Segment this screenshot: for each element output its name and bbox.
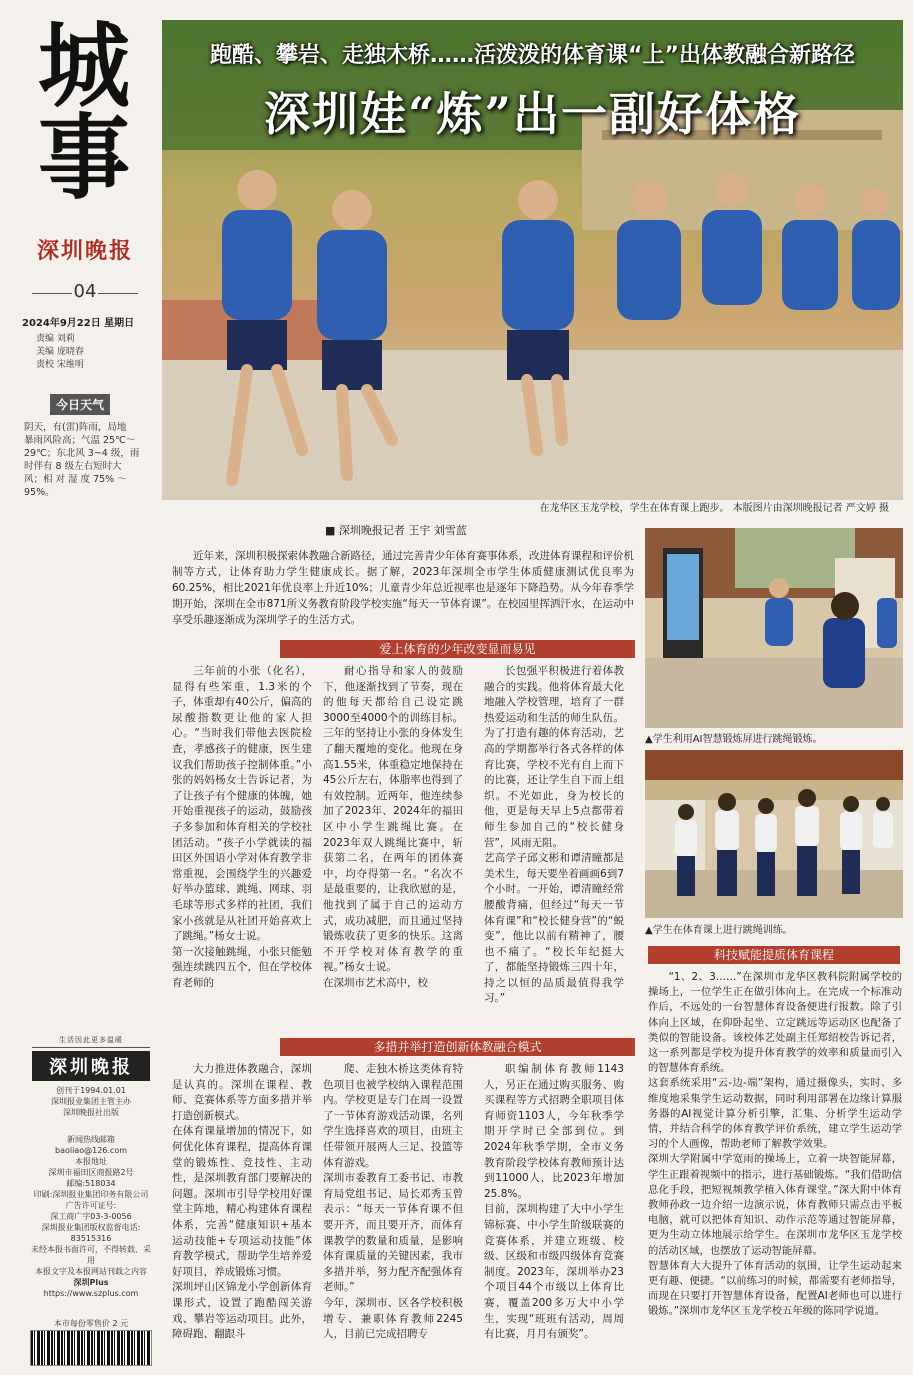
article-column-7 (648, 970, 902, 1320)
imprint (30, 1130, 152, 1299)
imprint-line: 未经本报书面许可，不得转载、采用 (31, 1245, 151, 1265)
byline: ■ 深圳晚报记者 王宇 刘雪蓝 (325, 524, 467, 537)
photo-1-caption: ▲学生利用AI智慧锻炼屏进行跳绳锻炼。 (645, 734, 823, 745)
weather-text (10, 421, 160, 499)
article-column-5 (323, 1062, 463, 1343)
masthead-brand: 深圳晚报 (32, 1051, 150, 1081)
column-text: 职编制体育教师1143人，另正在通过购买服务、购买课程等方式招聘全职项目体育师资1103人，今年秋季学期开学时已全部到位。到2024年秋季学期，全市义务教育阶段学校体育教师预计达到11000人，比2023年增加25.8%。 目前，深圳构建了大中小学生锦标赛、中小学生阶级联赛的竞赛体系，并建立班级、校级、区级和市级四级体育竞赛制度。2023年，深圳举办23个项目44个市级以上体育比赛，覆盖200多万大中小学生，实现“班班有活动，周周有比赛，月月有颁奖”。 (484, 1063, 624, 1341)
issue-date: 2024年9月22日 星期日 (22, 318, 135, 329)
imprint-line: 83515316 (70, 1234, 112, 1243)
weather-line: 阴天，有(雷)阵雨，局地 (24, 422, 127, 433)
page-number: 04 (10, 281, 160, 302)
weather-line: 时伴有 8 级左右短时大 (24, 461, 122, 472)
imprint-line: 深圳市福田区商报路2号 (48, 1168, 134, 1177)
imprint-line: 印刷:深圳报业集团印务有限公司 (33, 1190, 149, 1199)
imprint-line: 深工商广字03-3-0056 (50, 1212, 132, 1221)
article-column-2 (323, 664, 463, 991)
imprint-url[interactable]: https://www.szplus.com (43, 1289, 139, 1298)
photo-jump-training (645, 750, 903, 918)
hero-photo (162, 20, 903, 518)
lead-paragraph: 近年来，深圳积极探索体教融合新路径，通过完善青少年体育赛事体系，改进体育课程和评价机制等方式，让体育助力学生健康成长。据了解，2023年深圳全市学生体质健康测试优良率为60.25%，相比2021年优良率上升近10%；儿童青少年总近视率也是逐年下降趋势。从今年春季学期开始，深圳在全市871所义务教育阶段学校实施“每天一节体育课”。在校园里挥洒汗水，在运动中享受乐趣逐渐成为深圳学子的生活方式。 (172, 550, 634, 626)
article-column-4 (172, 1062, 312, 1343)
column-text: “1、2、3……”在深圳市龙华区教科院附属学校的操场上，一位学生正在做引体向上。在完成一个标准动作后，不远处的一台智慧体育设备便进行报数。除了引体向上区域，在仰卧起坐、立定跳远等运动区也配备了类似的智能设备。该校体艺处副主任郑绍校告诉记者，这一系列都是学校为提升体育教学的效率和质量而引入的智慧体育系统。 这套系统采用“云-边-端”架构，通过摄像头，实时、多维度地采集学生运动数据，同时利用部署在边缘计算服务器的AI视觉计算分析引擎，汇集、分析学生运动学情，并结合科学的体育教学评价系统，建立学生运动学习的个人画像，帮助老师了解教学效果。 深圳大学附属中学宽雨的操场上，立着一块智能屏幕，学生正跟着视频中的指示，进行基础锻炼。“我们借助信息化手段，把短视频教学植入体育课堂。”深大附中体育教师孙政一边介绍一边演示说，体育教师只需点击平板电脑，就可以把体育知识、动作示范等通过智能屏幕，更为生动立体地展示给学生。在深圳市龙华区玉龙学校的活动区域，也摆放了运动智能屏幕。 智慧体育大大提升了体育活动的氛围，让学生运动起来更有趣、便捷。“以前练习的时候，都需要有老师指导，而现在只要打开智慧体育设备，配置AI老师也可以进行锻炼。”深圳市龙华区玉龙学校五年级的陈同学说道。 (648, 971, 902, 1318)
staff-proofreader: 责校 宋维明 (36, 360, 84, 370)
article-column-6 (484, 1062, 624, 1343)
hero-caption: 在龙华区玉龙学校，学生在体育课上跑步。 本版图片由深圳晚报记者 严文婷 摄 (162, 500, 903, 518)
masthead-info-line: 深圳报业集团主管主办 (51, 1097, 131, 1106)
imprint-line: 本报文字及本报网站刊载之内容 (35, 1267, 147, 1276)
masthead-info (32, 1085, 150, 1118)
section-title: 城事 (37, 12, 132, 212)
newspaper-logo: 深圳晚报 (36, 238, 133, 264)
staff-editor: 责编 刘莉 (36, 334, 75, 344)
imprint-line: 本报地址 (75, 1157, 107, 1166)
imprint-line: 深圳Plus (73, 1278, 109, 1287)
masthead-info-line: 深圳晚报社出版 (63, 1108, 119, 1117)
column-text: 爬、走独木桥这类体育特色项目也被学校纳入课程范围内。学校更是专门在周一设置了一节体育游戏活动课，名列学生选择喜欢的项目，由班主任带领开展两人三足、投篮等体育游戏。 深圳市委教育工委书记、市教育局党组书记、局长邓秀玉曾表示：“每天一节体育课不但要开齐，而且要开齐，而体育课教学的数量和质量，是影响体育课质量的关键因素，我市多措并举，努力配齐配强体育老师。” 今年，深圳市、区各学校积极增专、兼职体育教师2245人，目前已完成招聘专 (323, 1063, 463, 1341)
column-text: 三年前的小张（化名），显得有些笨重，1.3米的个子，体重却有40公斤，偏高的尿酸指数更让他的家人担心。“当时我们带他去医院检查，孝感孩子的健康，医生建议我们帮助孩子控制体重。”小张的妈妈杨女士告诉记者，为了让孩子有个健康的体魄，她开始重视孩子的运动，鼓励孩子多参加和体育相关的学校社团活动。“孩子小学就读的福田区外国语小学对体育教学非常重视，会围绕学生的兴趣爱好举办篮球、跳绳、网球、羽毛球等形式多样的社团，我们家小孩就是从社团开始喜欢上了跳绳。”杨女士说。 第一次接触跳绳，小张只能勉强连续跳四五个，但在学校体育老师的 (172, 665, 312, 989)
hero-kicker: 跑酷、攀岩、走独木桥……活泼泼的体育课“上”出体教融合新路径 (210, 43, 855, 68)
photo-2-caption: ▲学生在体育课上进行跳绳训练。 (645, 925, 793, 936)
weather-line: 95%。 (24, 487, 55, 498)
photo-training-image (645, 750, 903, 918)
masthead-slogan: 生活因此更多温暖 (32, 1035, 150, 1048)
imprint-line: 深圳报业集团版权监督电话: (41, 1223, 141, 1232)
article-column-3 (484, 664, 624, 1007)
masthead-block (32, 1035, 150, 1118)
article-column-1 (172, 664, 312, 991)
weather-line: 风；相 对 湿 度 75% ～ (24, 474, 127, 485)
imprint-line: 新闻热线邮箱 (67, 1135, 115, 1144)
staff-list (10, 333, 160, 372)
section-heading-3: 科技赋能提质体育课程 (648, 946, 900, 964)
staff-designer: 美编 庞晓春 (36, 347, 84, 357)
photo-ai-image (645, 528, 903, 728)
imprint-email[interactable]: baoliao@126.com (54, 1146, 127, 1155)
weather-badge: 今日天气 (50, 394, 110, 415)
section-heading-1: 爱上体育的少年改变显而易见 (280, 640, 635, 658)
column-text: 耐心指导和家人的鼓励下，他逐渐找到了节奏，现在的他每天都给自己设定跳3000至4000个的训练目标。三年的坚持让小张的身体发生了翻天覆地的变化。他现在身高1.55米，体重稳定地保持在45公斤左右，体脂率也得到了有效控制。近两年，他连续参加了2023年、2024年的福田区中小学生跳绳比赛。在2023年双人跳绳比赛中，斩获第二名，在两年的团体赛中，均夺得第一名。“名次不是最重要的，让我欣慰的是，他找到了属于自己的运动方式，成功减肥，而且通过坚持锻炼收获了更多的快乐。这离不开学校对体育教学的重视。”杨女士说。 在深圳市艺术高中，校 (323, 665, 463, 989)
masthead-info-line: 创刊于1994.01.01 (56, 1086, 126, 1095)
photo-ai-jump-rope (645, 528, 903, 728)
section-heading-2: 多措并举打造创新体教融合模式 (280, 1038, 635, 1056)
imprint-line: 邮编:518034 (66, 1179, 116, 1188)
weather-line: 29℃；东北风 3~4 级，雨 (24, 448, 140, 459)
column-text: 大力推进体教融合，深圳是认真的。深圳在课程、教师、竞赛体系等方面多措并举打造创新模式。 在体育课量增加的情况下，如何优化体育课程，提高体育课堂的锻炼性、竞技性、主动性，是深圳教育部门要解决的问题。深圳市引导学校用好课堂主阵地，精心构建体育课程体系，完善“健康知识+基本运动技能+专项运动技能”体育教学模式，帮助学生培养爱好项目，养成锻炼习惯。 深圳坪山区锦龙小学创新体育课形式，设置了跑酷闯关游戏、攀岩等运动项目。此外，障碍跑、翻跟斗 (172, 1063, 312, 1341)
barcode-icon (30, 1330, 152, 1366)
price-label: 本市每份零售价 2 元 (53, 1319, 129, 1328)
imprint-line: 广告许可证号: (65, 1201, 117, 1210)
weather-line: 暴雨风险高；气温 25℃～ (24, 435, 136, 446)
column-text: 长包强平积极进行着体教融合的实践。他将体育最大化地融入学校管理，培育了一群热爱运动和生活的师生队伍。为了打造有趣的体育活动，艺高的学期都举行各式各样的体育比赛，学校不光有自上而下的比赛，还让学生自下而上组织。不光如此，身为校长的他，更是每天早上5点都带着师生参加自己的“校长健身营”，风雨无阻。 艺高学子邱文彬和谭清瞳都是美术生，每天要坐着画画6到7个小时。一开始，谭清瞳经常腰酸背痛，但经过“每天一节体育课”和“校长健身营”的“蜕变”，他比以前有精神了，腰也不痛了。“校长年纪挺大了，都能坚持锻炼三四十年，持之以恒的品质最值得我学习。” (484, 665, 624, 1005)
hero-headline: 深圳娃“炼”出一副好体格 (264, 87, 801, 141)
